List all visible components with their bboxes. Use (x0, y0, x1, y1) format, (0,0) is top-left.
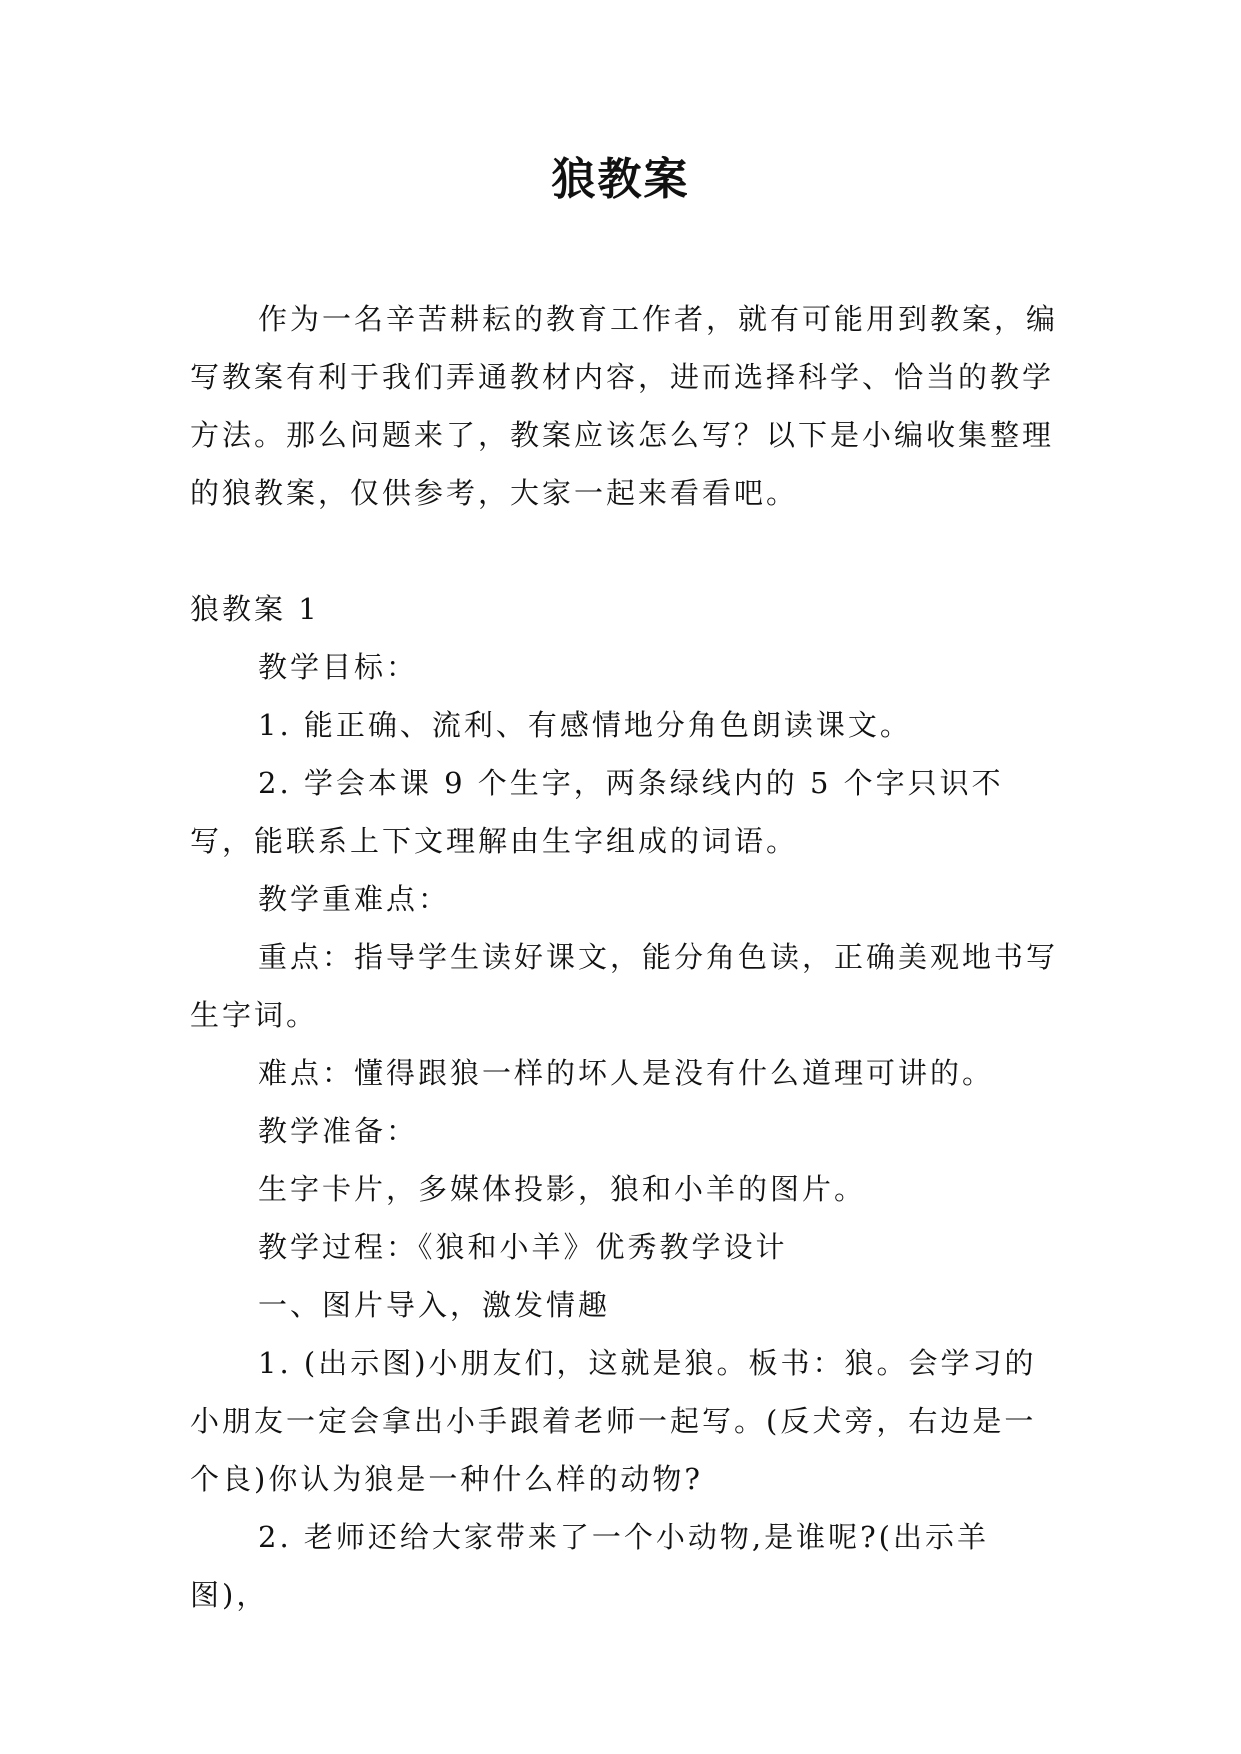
difficulty-point: 难点：懂得跟狼一样的坏人是没有什么道理可讲的。 (258, 1056, 995, 1090)
preparation-items: 生字卡片，多媒体投影，狼和小羊的图片。 (258, 1172, 867, 1206)
goal-item-2: 2. 学会本课 9 个生字，两条绿线内的 5 个字只识不写，能联系上下文理解由生字组成的词语。 (190, 766, 1004, 858)
document-title: 狼教案 (551, 154, 690, 205)
heading-key-difficulties: 教学重难点： (258, 882, 451, 916)
heading-preparation: 教学准备： (258, 1114, 419, 1148)
heading-teaching-process: 教学过程：《狼和小羊》优秀教学设计 (258, 1230, 788, 1264)
key-point: 重点：指导学生读好课文，能分角色读，正确美观地书写生字词。 (190, 940, 1059, 1032)
section-heading: 狼教案 1 (190, 592, 320, 626)
heading-teaching-goals: 教学目标： (258, 650, 419, 684)
goal-item-1: 1. 能正确、流利、有感情地分角色朗读课文。 (258, 708, 912, 742)
lesson-plan-body (190, 580, 1060, 1624)
step-item-2: 2. 老师还给大家带来了一个小动物,是谁呢?(出示羊图)， (190, 1520, 989, 1612)
intro-paragraph: 作为一名辛苦耕耘的教育工作者，就有可能用到教案，编写教案有利于我们弄通教材内容，进而选择科学、恰当的教学方法。那么问题来了，教案应该怎么写？以下是小编收集整理的狼教案，仅供参考，大家一起来看看吧。 (190, 302, 1059, 510)
step-item-1: 1. (出示图)小朋友们，这就是狼。板书：狼。会学习的小朋友一定会拿出小手跟着老师一起写。(反犬旁，右边是一个良)你认为狼是一种什么样的动物? (190, 1346, 1037, 1496)
step-heading-1: 一、图片导入，激发情趣 (258, 1288, 611, 1322)
